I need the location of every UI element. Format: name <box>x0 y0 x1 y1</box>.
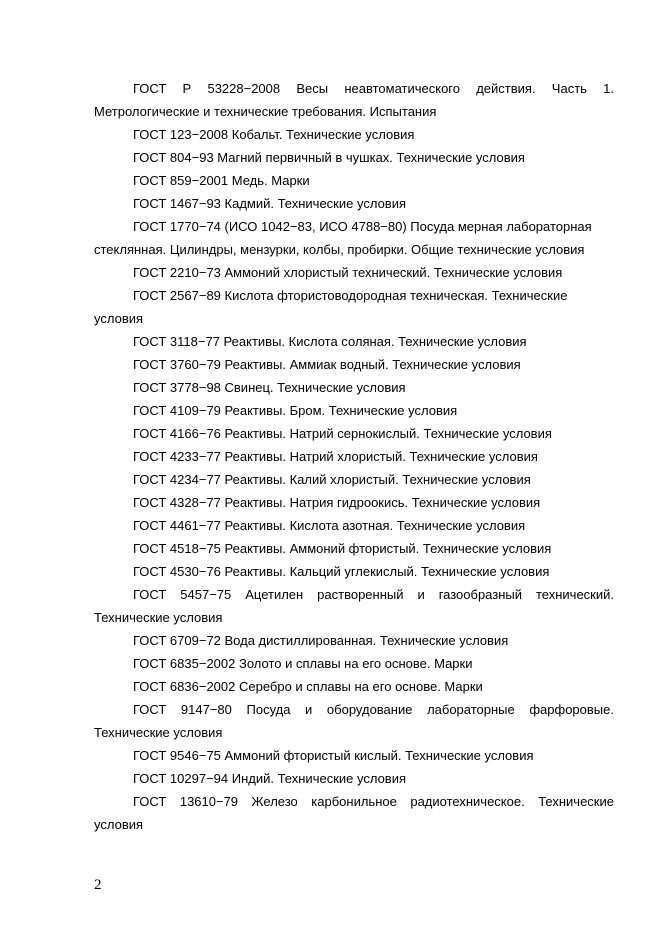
reference-entry: ГОСТ 2567−89 Кислота фтористоводородная техническая. Технические условия <box>94 288 568 326</box>
reference-entry: ГОСТ 4461−77 Реактивы. Кислота азотная. Технические условия <box>133 518 526 533</box>
reference-entry: ГОСТ 9546−75 Аммоний фтористый кислый. Технические условия <box>133 748 534 763</box>
reference-entry: ГОСТ Р 53228−2008 Весы неавтоматического действия. Часть 1. Метрологические и технические требования. Испытания <box>94 81 614 119</box>
page-number: 2 <box>94 877 102 893</box>
reference-entry: ГОСТ 4234−77 Реактивы. Калий хлористый. Технические условия <box>133 472 531 487</box>
reference-entry: ГОСТ 123−2008 Кобальт. Технические условия <box>133 127 415 142</box>
reference-list <box>94 77 614 836</box>
reference-entry: ГОСТ 6835−2002 Золото и сплавы на его основе. Марки <box>133 656 473 671</box>
reference-entry: ГОСТ 5457−75 Ацетилен растворенный и газообразный технический. Технические условия <box>94 587 614 625</box>
reference-entry: ГОСТ 2210−73 Аммоний хлористый технический. Технические условия <box>133 265 563 280</box>
reference-entry: ГОСТ 4233−77 Реактивы. Натрий хлористый. Технические условия <box>133 449 538 464</box>
reference-entry: ГОСТ 6836−2002 Серебро и сплавы на его основе. Марки <box>133 679 483 694</box>
reference-entry: ГОСТ 13610−79 Железо карбонильное радиотехническое. Технические условия <box>94 794 614 832</box>
reference-entry: ГОСТ 6709−72 Вода дистиллированная. Технические условия <box>133 633 509 648</box>
reference-entry: ГОСТ 4530−76 Реактивы. Кальций углекислый. Технические условия <box>133 564 550 579</box>
reference-entry: ГОСТ 3118−77 Реактивы. Кислота соляная. Технические условия <box>133 334 527 349</box>
reference-entry: ГОСТ 859−2001 Медь. Марки <box>133 173 310 188</box>
reference-entry: ГОСТ 4166−76 Реактивы. Натрий сернокислый. Технические условия <box>133 426 552 441</box>
reference-entry: ГОСТ 4109−79 Реактивы. Бром. Технические условия <box>133 403 458 418</box>
reference-entry: ГОСТ 1467−93 Кадмий. Технические условия <box>133 196 406 211</box>
reference-entry: ГОСТ 4518−75 Реактивы. Аммоний фтористый. Технические условия <box>133 541 552 556</box>
reference-entry: ГОСТ 3778−98 Свинец. Технические условия <box>133 380 406 395</box>
reference-entry: ГОСТ 4328−77 Реактивы. Натрия гидроокись. Технические условия <box>133 495 541 510</box>
reference-entry: ГОСТ 804−93 Магний первичный в чушках. Технические условия <box>133 150 525 165</box>
reference-entry: ГОСТ 9147−80 Посуда и оборудование лабораторные фарфоровые. Технические условия <box>94 702 614 740</box>
reference-entry: ГОСТ 1770−74 (ИСО 1042−83, ИСО 4788−80) Посуда мерная лабораторная стеклянная. Цилиндры, мензурки, колбы, пробирки. Общие технические условия <box>94 219 592 257</box>
reference-entry: ГОСТ 10297−94 Индий. Технические условия <box>133 771 407 786</box>
reference-entry: ГОСТ 3760−79 Реактивы. Аммиак водный. Технические условия <box>133 357 521 372</box>
